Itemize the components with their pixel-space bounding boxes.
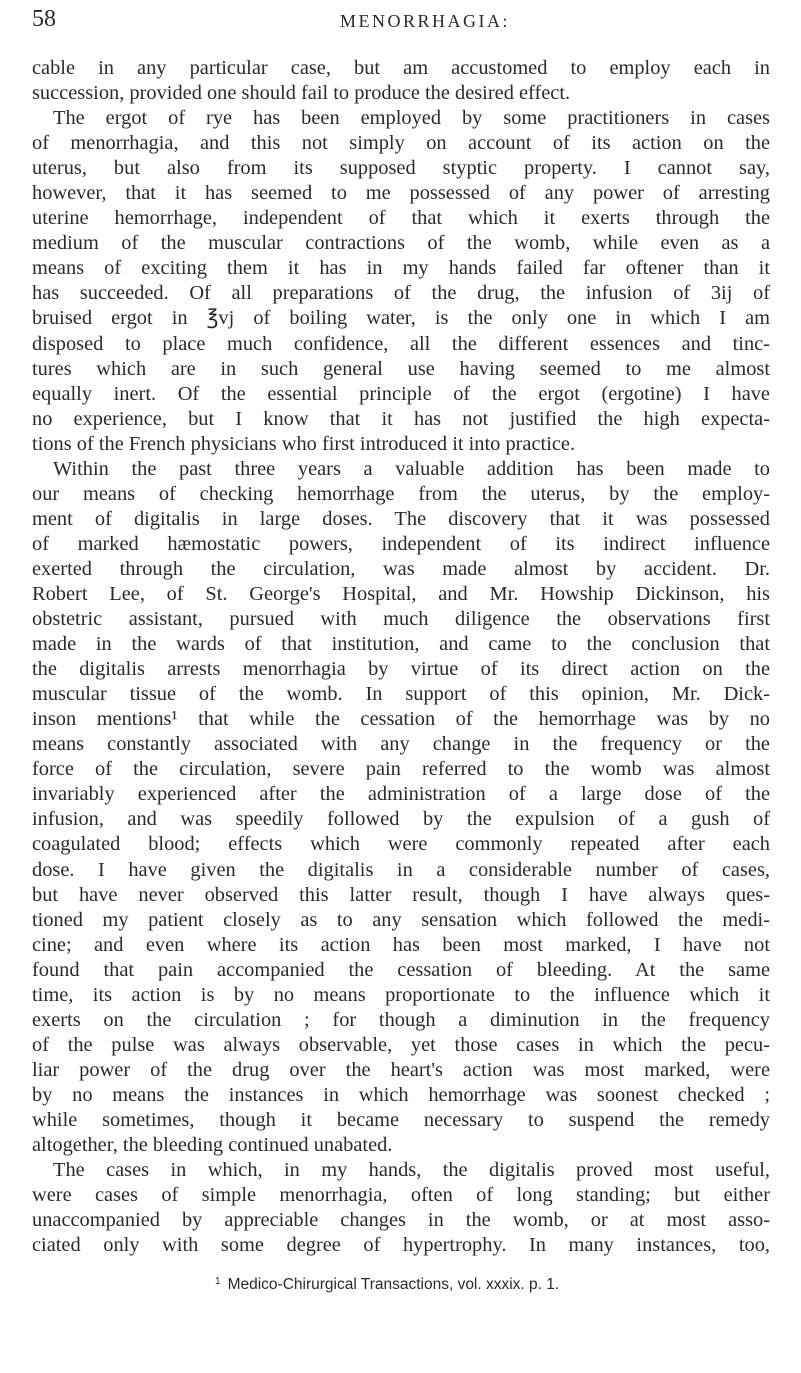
text-line: of the pulse was always observable, yet those cases in which the pecu- <box>32 1033 770 1056</box>
text-line: tures which are in such general use having seemed to me almost <box>32 357 770 380</box>
text-line: coagulated blood; effects which were commonly repeated after each <box>32 833 770 856</box>
text-line: no experience, but I know that it has not justified the high expecta- <box>32 407 770 430</box>
text-line: our means of checking hemorrhage from the uterus, by the employ- <box>32 482 770 505</box>
text-line: equally inert. Of the essential principle of the ergot (ergotine) I have <box>32 382 770 405</box>
text-line: inson mentions¹ that while the cessation of the hemorrhage was by no <box>32 708 770 731</box>
text-line: The ergot of rye has been employed by some practitioners in cases <box>53 107 770 130</box>
text-line: disposed to place much confidence, all the different essences and tinc- <box>32 332 770 355</box>
text-line: found that pain accompanied the cessation of bleeding. At the same <box>32 958 770 981</box>
text-line: ment of digitalis in large doses. The discovery that it was possessed <box>32 507 770 530</box>
text-line: Within the past three years a valuable addition has been made to <box>53 457 770 480</box>
text-line: of menorrhagia, and this not simply on account of its action on the <box>32 132 770 155</box>
text-line: cable in any particular case, but am accustomed to employ each in <box>32 57 770 79</box>
text-line: obstetric assistant, pursued with much diligence the observations first <box>32 608 770 631</box>
text-line: altogether, the bleeding continued unabated. <box>32 1134 393 1157</box>
text-line: The cases in which, in my hands, the digitalis proved most useful, <box>53 1159 770 1182</box>
text-line: by no means the instances in which hemorrhage was soonest checked ; <box>32 1083 770 1106</box>
text-line: means of exciting them it has in my hands failed far oftener than it <box>32 257 770 280</box>
text-line: but have never observed this latter result, though I have always ques- <box>32 883 770 906</box>
text-line: exerts on the circulation ; for though a diminution in the frequency <box>32 1008 770 1031</box>
running-head: MENORRHAGIA: <box>340 11 511 31</box>
text-line: dose. I have given the digitalis in a considerable number of cases, <box>32 858 770 881</box>
text-line: uterine hemorrhage, independent of that which it exerts through the <box>32 207 770 230</box>
text-line: unaccompanied by appreciable changes in the womb, or at most asso- <box>32 1209 770 1232</box>
text-line: exerted through the circulation, was made almost by accident. Dr. <box>32 557 770 580</box>
text-line: tions of the French physicians who first introduced it into practice. <box>32 432 576 455</box>
text-line: made in the wards of that institution, and came to the conclusion that <box>32 633 770 656</box>
text-line: time, its action is by no means proportionate to the influence which it <box>32 983 770 1006</box>
text-line: has succeeded. Of all preparations of the drug, the infusion of 3ij of <box>32 282 770 305</box>
text-line: Robert Lee, of St. George's Hospital, and Mr. Howship Dickinson, his <box>32 582 770 605</box>
footnote-marker: 1 <box>215 1276 221 1287</box>
text-line: the digitalis arrests menorrhagia by virtue of its direct action on the <box>32 658 770 681</box>
footnote <box>215 1276 559 1294</box>
text-line: infusion, and was speedily followed by the expulsion of a gush of <box>32 808 770 831</box>
text-line: medium of the muscular contractions of the womb, while even as a <box>32 232 770 255</box>
text-line: means constantly associated with any change in the frequency or the <box>32 733 770 756</box>
text-line: invariably experienced after the administration of a large dose of the <box>32 783 770 806</box>
text-line: bruised ergot in ℥vj of boiling water, is the only one in which I am <box>32 307 770 330</box>
text-line: force of the circulation, severe pain referred to the womb was almost <box>32 758 770 781</box>
text-line: of marked hæmostatic powers, independent of its indirect influence <box>32 532 770 555</box>
text-line: cine; and even where its action has been most marked, I have not <box>32 933 770 956</box>
body-text <box>32 56 770 1258</box>
text-line: succession, provided one should fail to produce the desired effect. <box>32 82 571 105</box>
text-line: were cases of simple menorrhagia, often of long standing; but either <box>32 1184 770 1207</box>
text-line: while sometimes, though it became necessary to suspend the remedy <box>32 1108 770 1131</box>
text-line: tioned my patient closely as to any sensation which followed the medi- <box>32 908 770 931</box>
page-number: 58 <box>32 6 56 32</box>
text-line: however, that it has seemed to me possessed of any power of arresting <box>32 182 770 205</box>
text-line: muscular tissue of the womb. In support of this opinion, Mr. Dick- <box>32 683 770 706</box>
footnote-text: Medico-Chirurgical Transactions, vol. xxxix. p. 1. <box>227 1276 560 1293</box>
text-line: uterus, but also from its supposed styptic property. I cannot say, <box>32 157 770 180</box>
text-line: ciated only with some degree of hypertrophy. In many instances, too, <box>32 1234 770 1257</box>
text-line: liar power of the drug over the heart's action was most marked, were <box>32 1058 770 1081</box>
page-header <box>32 6 772 36</box>
